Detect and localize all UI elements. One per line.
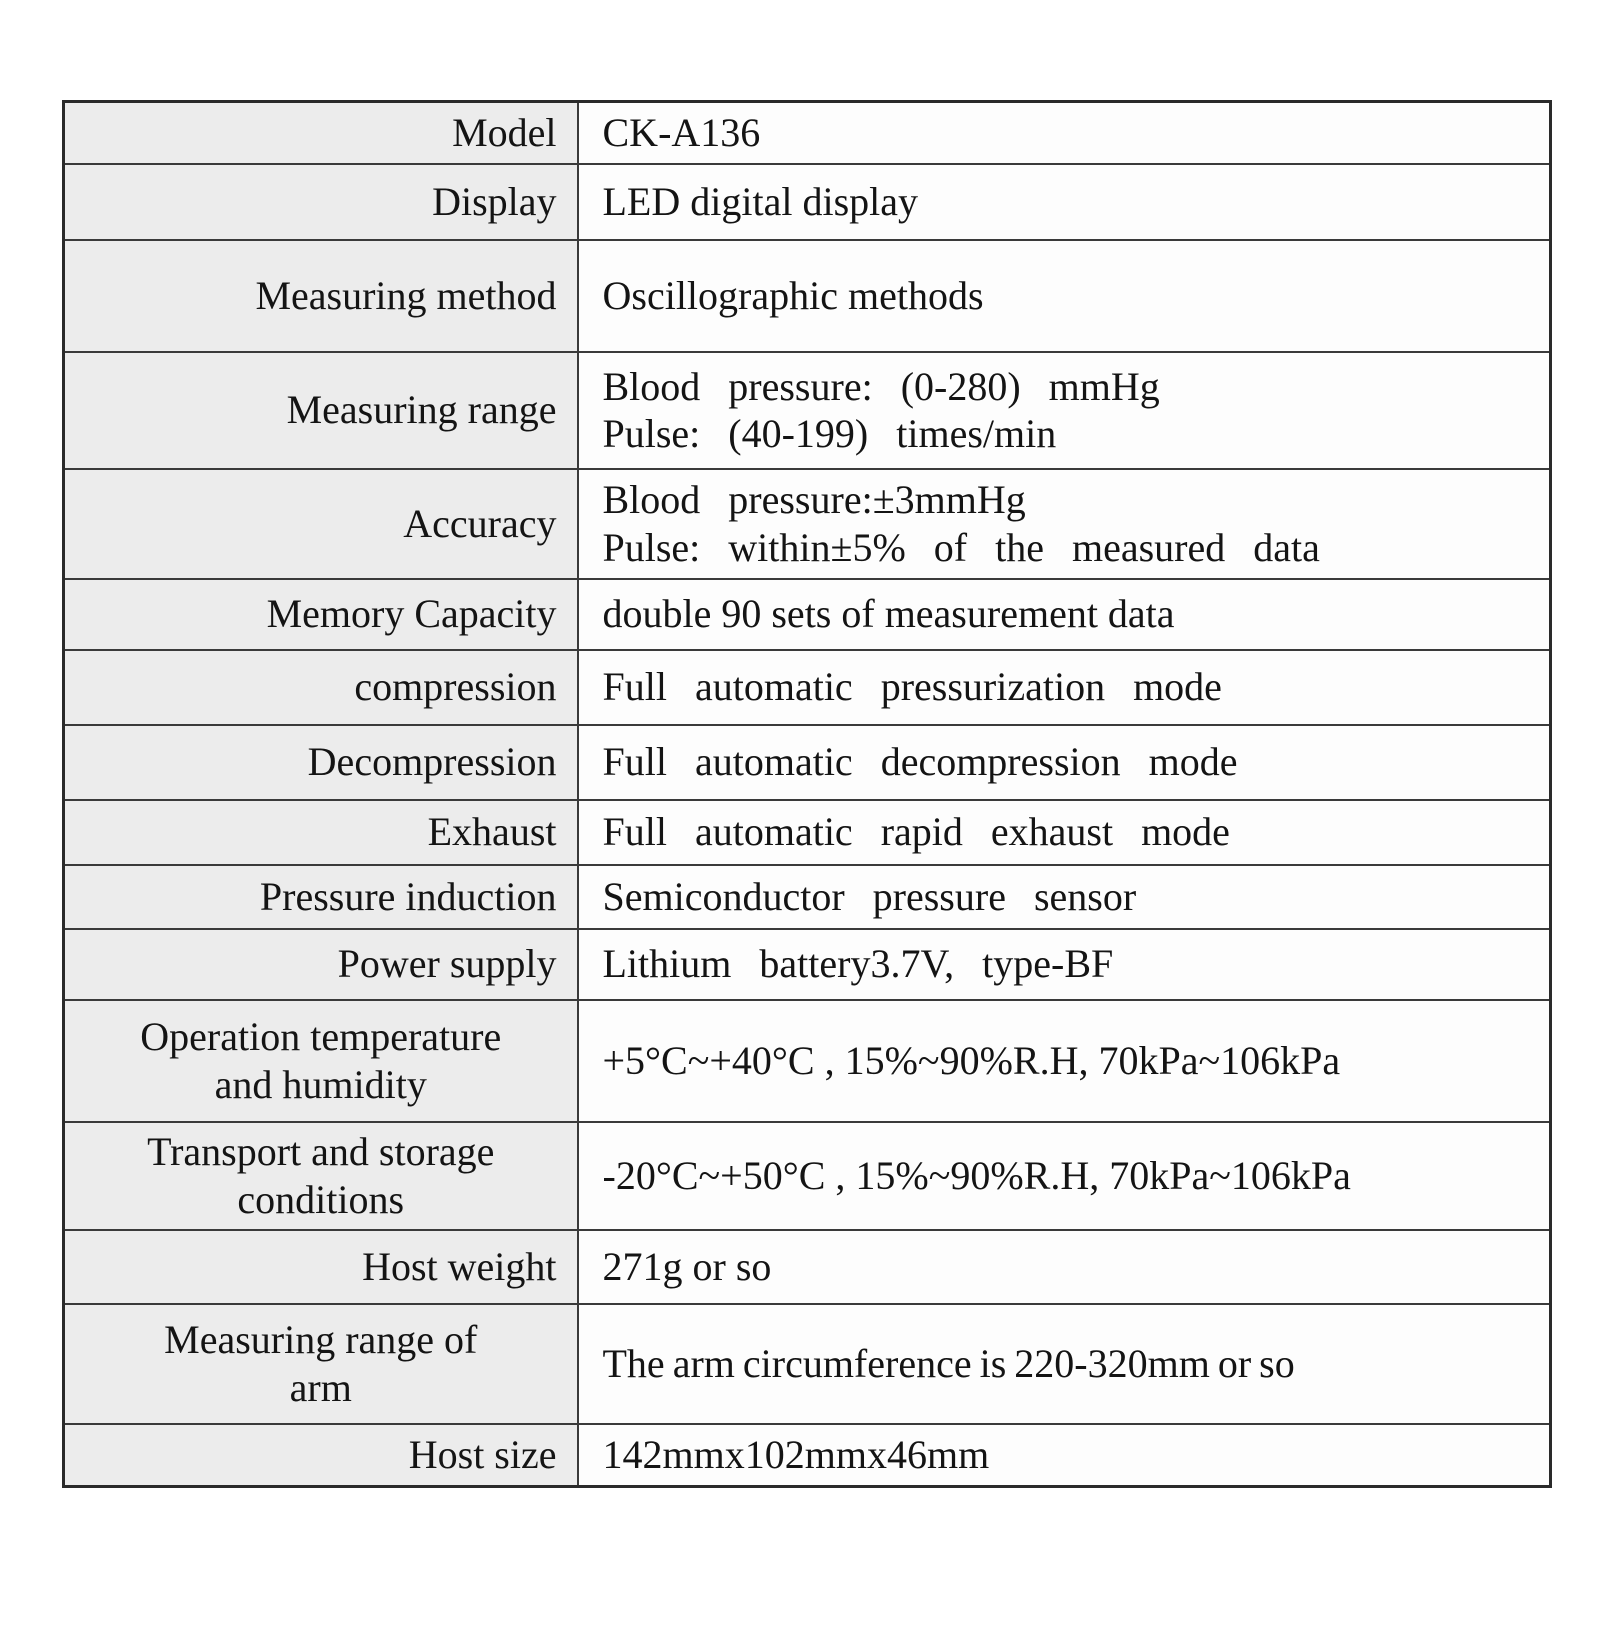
spec-value-host-size: 142mmx102mmx46mm xyxy=(578,1424,1551,1487)
spec-label-host-weight: Host weight xyxy=(64,1230,578,1304)
spec-label-measuring-range: Measuring range xyxy=(64,352,578,469)
spec-value-measuring-range: Blood pressure: (0-280) mmHg Pulse: (40-199) times/min xyxy=(578,352,1551,469)
spec-row-host-weight xyxy=(64,1230,1551,1304)
spec-label-arm-range: Measuring range of arm xyxy=(64,1304,578,1424)
spec-row-transport-storage xyxy=(64,1122,1551,1230)
spec-label-memory-capacity: Memory Capacity xyxy=(64,579,578,650)
spec-label-display: Display xyxy=(64,164,578,240)
spec-row-compression xyxy=(64,650,1551,725)
spec-label-transport-storage: Transport and storage conditions xyxy=(64,1122,578,1230)
spec-row-model xyxy=(64,102,1551,164)
spec-label-compression: compression xyxy=(64,650,578,725)
spec-label-model: Model xyxy=(64,102,578,164)
spec-value-exhaust: Full automatic rapid exhaust mode xyxy=(578,800,1551,865)
spec-value-arm-range: The arm circumference is 220-320mm or so xyxy=(578,1304,1551,1424)
spec-row-pressure-induction xyxy=(64,865,1551,929)
spec-value-decompression: Full automatic decompression mode xyxy=(578,725,1551,800)
spec-row-host-size xyxy=(64,1424,1551,1487)
spec-row-measuring-method xyxy=(64,240,1551,352)
spec-value-compression: Full automatic pressurization mode xyxy=(578,650,1551,725)
spec-value-accuracy: Blood pressure:±3mmHg Pulse: within±5% of the measured data xyxy=(578,469,1551,579)
spec-row-memory-capacity xyxy=(64,579,1551,650)
spec-value-transport-storage: -20°C~+50°C , 15%~90%R.H, 70kPa~106kPa xyxy=(578,1122,1551,1230)
spec-label-accuracy: Accuracy xyxy=(64,469,578,579)
spec-value-display: LED digital display xyxy=(578,164,1551,240)
spec-row-measuring-range xyxy=(64,352,1551,469)
spec-label-power-supply: Power supply xyxy=(64,929,578,1000)
spec-value-operation-temperature: +5°C~+40°C , 15%~90%R.H, 70kPa~106kPa xyxy=(578,1000,1551,1122)
spec-row-operation-temperature xyxy=(64,1000,1551,1122)
spec-label-host-size: Host size xyxy=(64,1424,578,1487)
spec-label-exhaust: Exhaust xyxy=(64,800,578,865)
spec-row-exhaust xyxy=(64,800,1551,865)
spec-value-model: CK-A136 xyxy=(578,102,1551,164)
spec-value-pressure-induction: Semiconductor pressure sensor xyxy=(578,865,1551,929)
spec-label-pressure-induction: Pressure induction xyxy=(64,865,578,929)
spec-row-display xyxy=(64,164,1551,240)
spec-table xyxy=(62,100,1552,1488)
spec-label-measuring-method: Measuring method xyxy=(64,240,578,352)
spec-value-host-weight: 271g or so xyxy=(578,1230,1551,1304)
spec-value-memory-capacity: double 90 sets of measurement data xyxy=(578,579,1551,650)
spec-value-measuring-method: Oscillographic methods xyxy=(578,240,1551,352)
spec-value-power-supply: Lithium battery3.7V, type-BF xyxy=(578,929,1551,1000)
spec-row-power-supply xyxy=(64,929,1551,1000)
spec-row-decompression xyxy=(64,725,1551,800)
spec-label-operation-temperature: Operation temperature and humidity xyxy=(64,1000,578,1122)
spec-row-accuracy xyxy=(64,469,1551,579)
spec-row-arm-range xyxy=(64,1304,1551,1424)
spec-label-decompression: Decompression xyxy=(64,725,578,800)
